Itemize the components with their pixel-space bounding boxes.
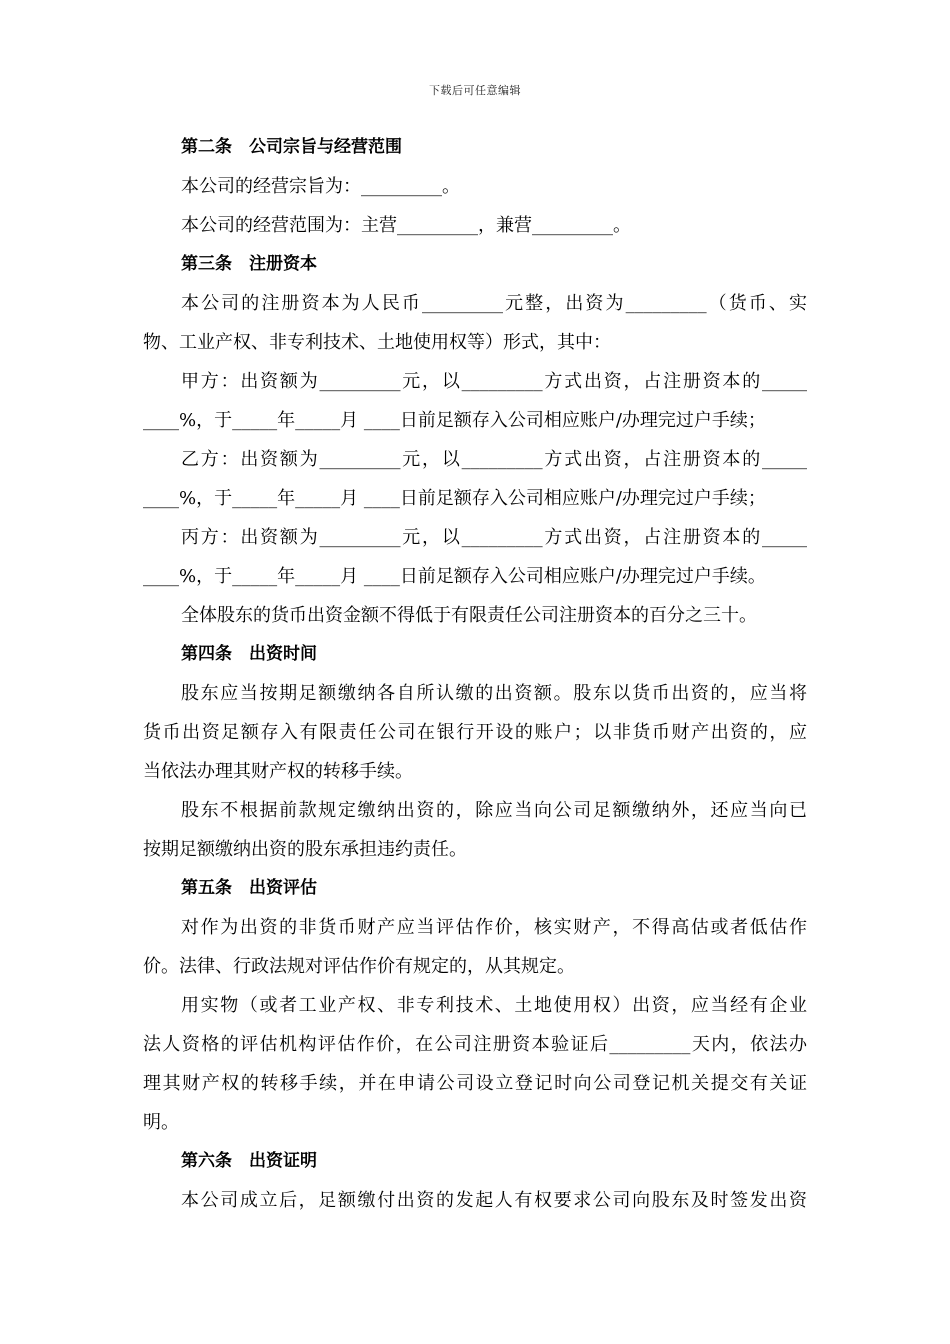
paragraph-line: 货币出资足额存入有限责任公司在银行开设的账户；以非货币财产出资的，应 [143, 722, 807, 743]
paragraph-line: 用实物（或者工业产权、非专利技术、土地使用权）出资，应当经有企业 [181, 995, 807, 1016]
article-2-heading: 第二条 公司宗旨与经营范围 [181, 137, 402, 157]
paragraph-line: 理其财产权的转移手续，并在申请公司设立登记时向公司登记机关提交有关证 [143, 1073, 807, 1094]
paragraph-line: 股东不根据前款规定缴纳出资的，除应当向公司足额缴纳外，还应当向已 [181, 800, 807, 821]
page-header: 下载后可任意编辑 [429, 84, 521, 97]
document-body [143, 128, 807, 1220]
paragraph-line: 对作为出资的非货币财产应当评估作价，核实财产，不得高估或者低估作 [181, 917, 807, 938]
party-b-line: ____%，于_____年_____月 ____日前足额存入公司相应账户/办理完过户手续； [143, 488, 766, 509]
paragraph-line: 当依法办理其财产权的转移手续。 [143, 761, 413, 782]
paragraph-line: 本公司成立后，足额缴付出资的发起人有权要求公司向股东及时签发出资 [181, 1190, 807, 1211]
article-3-heading: 第三条 注册资本 [181, 254, 317, 274]
paragraph-line: 本公司的经营宗旨为：_________。 [181, 176, 460, 197]
paragraph-line: 全体股东的货币出资金额不得低于有限责任公司注册资本的百分之三十。 [181, 605, 757, 626]
paragraph-line: 法人资格的评估机构评估作价，在公司注册资本验证后_________天内，依法办 [143, 1034, 807, 1055]
paragraph-line: 明。 [143, 1112, 179, 1133]
paragraph-line: 物、工业产权、非专利技术、土地使用权等）形式，其中： [143, 332, 611, 353]
paragraph-line: 本公司的经营范围为：主营_________，兼营_________。 [181, 215, 631, 236]
article-4-heading: 第四条 出资时间 [181, 644, 317, 664]
paragraph-line: 价。法律、行政法规对评估作价有规定的，从其规定。 [143, 956, 575, 977]
article-6-heading: 第六条 出资证明 [181, 1151, 317, 1171]
paragraph-line: 本公司的注册资本为人民币_________元整，出资为_________（货币、实 [181, 293, 807, 314]
party-c-line: 丙方：出资额为_________元，以_________方式出资，占注册资本的_____ [181, 527, 807, 548]
paragraph-line: 股东应当按期足额缴纳各自所认缴的出资额。股东以货币出资的，应当将 [181, 683, 807, 704]
party-a-line: 甲方：出资额为_________元，以_________方式出资，占注册资本的_____ [181, 371, 807, 392]
party-c-line: ____%，于_____年_____月 ____日前足额存入公司相应账户/办理完过户手续。 [143, 566, 766, 587]
article-5-heading: 第五条 出资评估 [181, 878, 317, 898]
paragraph-line: 按期足额缴纳出资的股东承担违约责任。 [143, 839, 467, 860]
party-b-line: 乙方：出资额为_________元，以_________方式出资，占注册资本的_____ [181, 449, 807, 470]
party-a-line: ____%，于_____年_____月 ____日前足额存入公司相应账户/办理完过户手续； [143, 410, 766, 431]
